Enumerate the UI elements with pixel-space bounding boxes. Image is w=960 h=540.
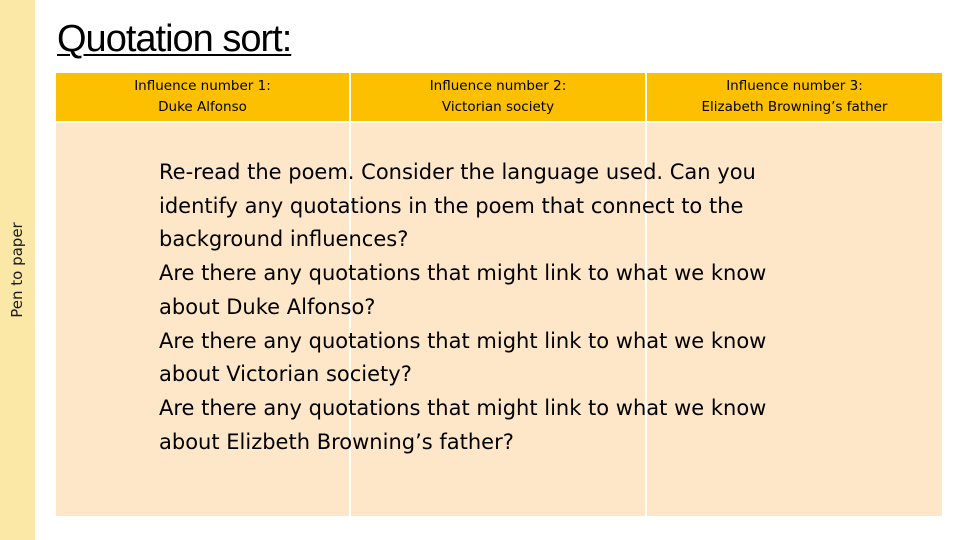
prompt-line: identify any quotations in the poem that connect to the: [159, 193, 744, 218]
prompt-line: background influences?: [159, 227, 409, 252]
side-label: Pen to paper: [8, 222, 26, 318]
column-header-1-line-2: Duke Alfonso: [158, 99, 247, 115]
column-header-influence-1: [55, 72, 350, 122]
prompt-line: Are there any quotations that might link to what we know: [159, 328, 767, 353]
prompt-line: Re-read the poem. Consider the language used. Can you: [159, 160, 756, 184]
prompt-line: about Duke Alfonso?: [159, 294, 376, 319]
column-header-1-line-1: Influence number 1:: [134, 78, 271, 94]
column-header-influence-3: [646, 72, 943, 122]
table-header-row: [55, 72, 943, 122]
column-header-2-line-2: Victorian society: [441, 99, 555, 115]
prompt-text: [159, 156, 859, 459]
column-header-3-line-2: Elizabeth Browning’s father: [701, 99, 888, 115]
slide-title: Quotation sort:: [57, 18, 292, 60]
prompt-line: about Elizbeth Browning’s father?: [159, 429, 514, 454]
prompt-line: Are there any quotations that might link to what we know: [159, 261, 767, 286]
column-header-3-line-1: Influence number 3:: [726, 78, 863, 94]
column-header-influence-2: [350, 72, 646, 122]
column-header-2-line-1: Influence number 2:: [429, 78, 567, 94]
side-strip: [0, 0, 35, 540]
prompt-line: Are there any quotations that might link to what we know: [159, 395, 767, 420]
prompt-line: about Victorian society?: [159, 362, 412, 387]
